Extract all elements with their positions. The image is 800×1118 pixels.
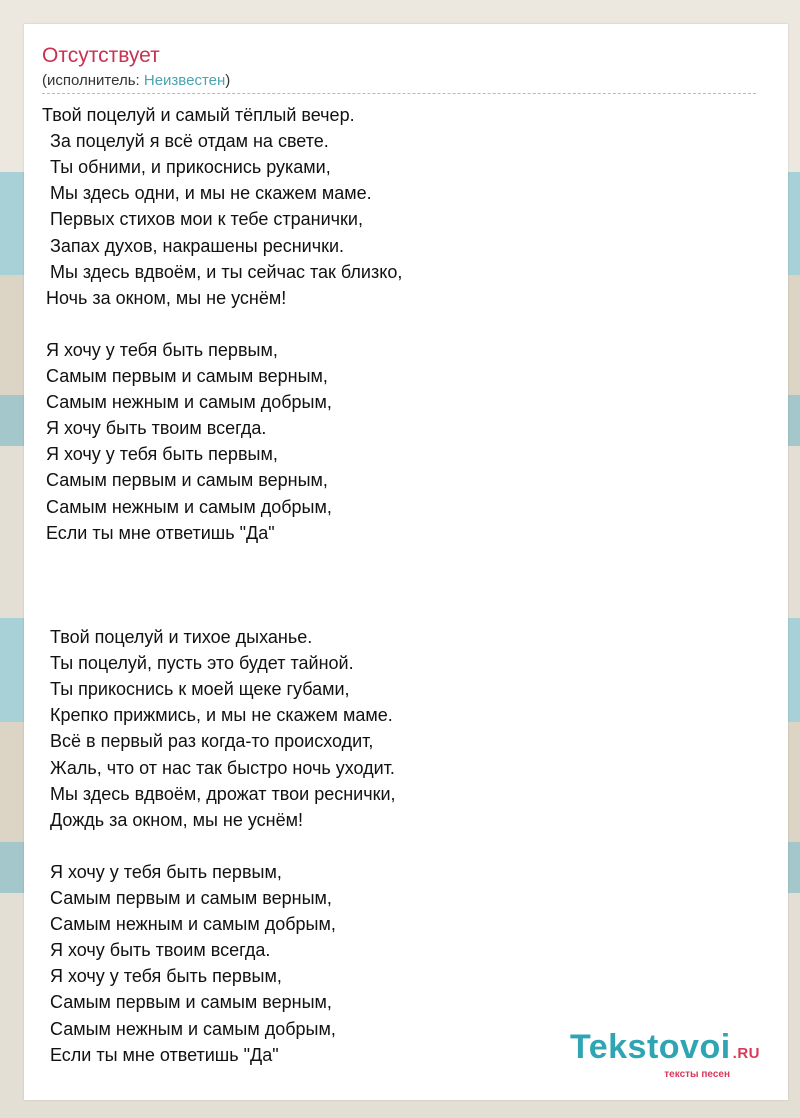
- logo-tld: .RU: [732, 1045, 760, 1062]
- lyric-line: Я хочу у тебя быть первым,: [46, 339, 278, 360]
- lyric-line: Самым первым и самым верным,: [50, 992, 332, 1013]
- site-logo[interactable]: [570, 1030, 760, 1080]
- lyric-line: Я хочу быть твоим всегда.: [50, 940, 271, 961]
- lyric-line: Всё в первый раз когда-то происходит,: [50, 731, 374, 752]
- lyric-line: Дождь за окном, мы не уснём!: [50, 809, 303, 830]
- logo-name: Tekstovoi: [569, 1028, 731, 1066]
- lyric-line: Первых стихов мои к тебе странички,: [50, 209, 363, 230]
- lyric-line: Если ты мне ответишь "Да": [50, 1044, 279, 1065]
- lyric-line: Самым нежным и самым добрым,: [46, 392, 332, 413]
- lyric-line: Самым первым и самым верным,: [46, 470, 328, 491]
- song-title: Отсутствует: [42, 44, 160, 67]
- lyric-line: Ты обними, и прикоснись руками,: [50, 157, 331, 178]
- artist-prefix: (исполнитель:: [42, 72, 144, 89]
- lyric-line: Мы здесь вдвоём, и ты сейчас так близко,: [50, 261, 403, 282]
- lyric-line: Мы здесь вдвоём, дрожат твои реснички,: [50, 783, 396, 804]
- lyric-line: Самым нежным и самым добрым,: [50, 914, 336, 935]
- artist-name-link[interactable]: Неизвестен: [143, 72, 226, 89]
- lyric-line: Я хочу у тебя быть первым,: [50, 861, 282, 882]
- lyric-line: Ты прикоснись к моей щеке губами,: [50, 679, 350, 700]
- lyric-line: Крепко прижмись, и мы не скажем маме.: [50, 705, 393, 726]
- logo-tagline: тексты песен: [664, 1069, 730, 1080]
- lyric-line: Я хочу у тебя быть первым,: [50, 966, 282, 987]
- lyric-line: Если ты мне ответишь "Да": [46, 522, 275, 543]
- lyric-line: Самым первым и самым верным,: [50, 888, 332, 908]
- lyric-line: Ты поцелуй, пусть это будет тайной.: [50, 653, 354, 674]
- lyric-line: Жаль, что от нас так быстро ночь уходит.: [50, 757, 395, 778]
- logo-wordmark: [570, 1030, 760, 1071]
- lyric-line: Самым нежным и самым добрым,: [46, 496, 332, 517]
- lyric-line: Твой поцелуй и самый тёплый вечер.: [42, 105, 355, 125]
- lyric-line: Я хочу у тебя быть первым,: [46, 444, 278, 465]
- lyrics-body: [24, 24, 788, 1100]
- lyrics-sheet: [24, 24, 788, 1100]
- lyric-line: За поцелуй я всё отдам на свете.: [50, 131, 329, 152]
- lyric-line: Самым нежным и самым добрым,: [50, 1018, 336, 1039]
- lyric-line: Я хочу быть твоим всегда.: [46, 418, 267, 439]
- lyric-line: Запах духов, накрашены реснички.: [50, 235, 345, 256]
- lyric-line: Твой поцелуй и тихое дыханье.: [50, 627, 313, 647]
- lyric-line: Самым первым и самым верным,: [46, 366, 328, 386]
- lyric-line: Мы здесь одни, и мы не скажем маме.: [50, 183, 372, 204]
- lyric-line: Ночь за окном, мы не уснём!: [46, 287, 287, 308]
- artist-suffix: ): [225, 72, 231, 89]
